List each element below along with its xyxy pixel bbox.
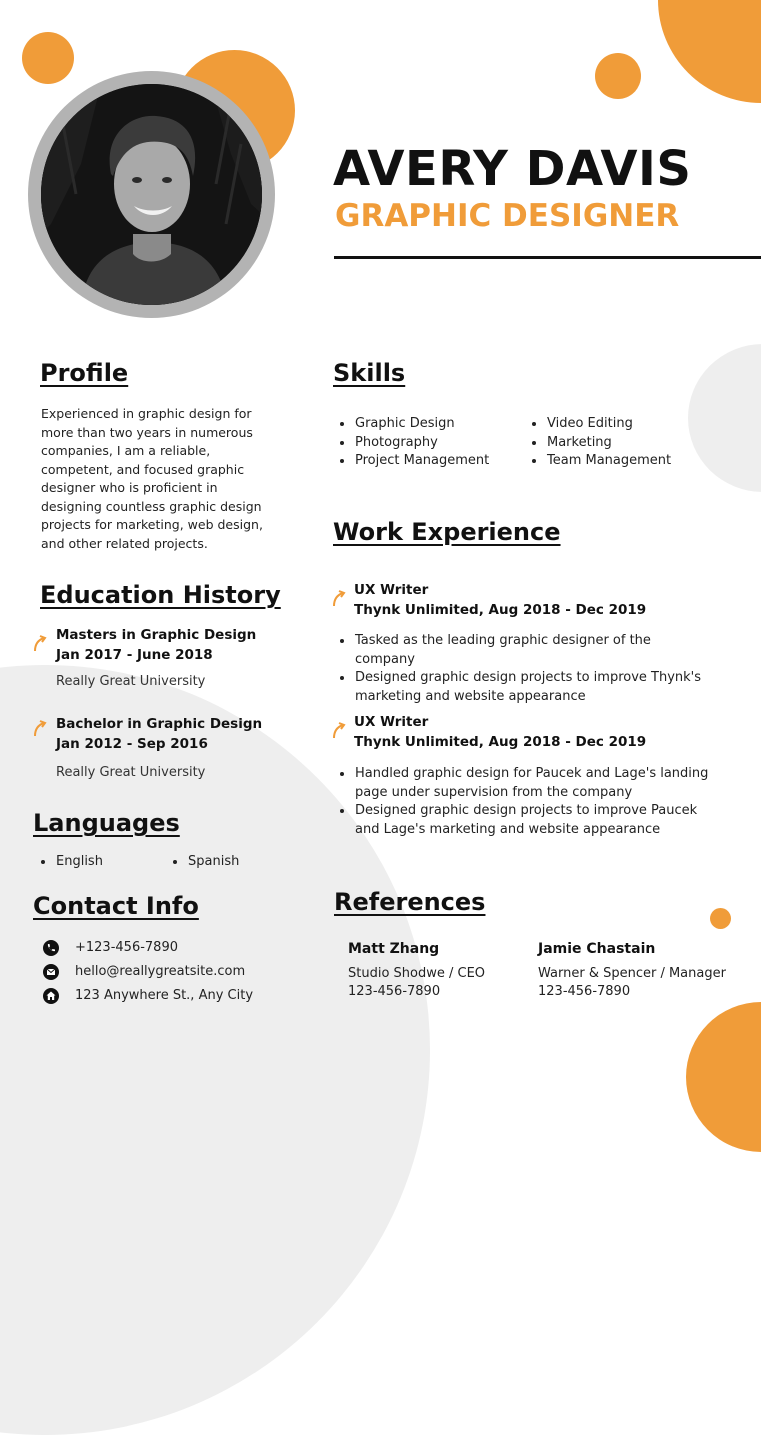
language-list	[166, 853, 239, 872]
reference-phone: 123-456-7890	[348, 984, 441, 999]
skill-item: Graphic Design	[333, 415, 489, 434]
reference-company: Warner & Spencer / Manager	[538, 966, 726, 981]
profile-text: Experienced in graphic design for more than two years in numerous companies, I am a reliable, competent, and focused graphic designer who is proficient in designing countless graphic design projects for marketing, web design, and other related projects.	[41, 406, 263, 551]
phone-icon	[43, 940, 59, 956]
profile-heading: Profile	[40, 359, 129, 387]
decor-circle	[595, 53, 641, 99]
decor-circle	[686, 1002, 761, 1152]
job-duties	[333, 632, 713, 706]
education-heading: Education History	[40, 581, 281, 609]
reference-name: Matt Zhang	[348, 941, 440, 957]
duty-item: Designed graphic design projects to improve Paucek and Lage's marketing and website appearance	[333, 802, 718, 839]
job-role: UX Writer	[354, 714, 429, 730]
job-duties	[333, 765, 718, 839]
decor-circle	[710, 908, 731, 929]
language-item: Spanish	[166, 853, 239, 872]
contact-heading: Contact Info	[33, 892, 199, 920]
header-divider	[334, 256, 761, 259]
education-entry	[56, 625, 256, 691]
skill-item: Team Management	[525, 452, 671, 471]
job-company: Thynk Unlimited, Aug 2018 - Dec 2019	[354, 602, 647, 618]
duty-item: Designed graphic design projects to improve Thynk's marketing and website appearance	[333, 669, 713, 706]
job-role: UX Writer	[354, 582, 429, 598]
skill-item: Photography	[333, 434, 489, 453]
candidate-title: GRAPHIC DESIGNER	[335, 198, 680, 234]
degree-dates: Jan 2017 - June 2018	[56, 647, 213, 663]
reference-phone: 123-456-7890	[538, 984, 631, 999]
language-item: English	[34, 853, 103, 872]
email-icon	[43, 964, 59, 980]
skill-item: Project Management	[333, 452, 489, 471]
contact-phone: +123-456-7890	[75, 940, 178, 955]
candidate-name: AVERY DAVIS	[333, 141, 692, 197]
work-entry	[354, 580, 646, 620]
skills-list	[525, 415, 671, 471]
degree-dates: Jan 2012 - Sep 2016	[56, 736, 208, 752]
education-entry	[56, 714, 262, 782]
work-heading: Work Experience	[333, 518, 561, 546]
reference-card	[538, 941, 726, 1001]
arrow-icon	[33, 634, 47, 652]
home-icon	[43, 988, 59, 1004]
bg-circle-right	[688, 344, 761, 492]
skills-list	[333, 415, 489, 471]
reference-company: Studio Shodwe / CEO	[348, 966, 486, 981]
reference-card	[348, 941, 485, 1001]
school-name: Really Great University	[56, 765, 206, 780]
contact-email: hello@reallygreatsite.com	[75, 964, 246, 979]
decor-circle	[658, 0, 761, 103]
skills-heading: Skills	[333, 359, 406, 387]
profile-photo	[41, 84, 262, 305]
duty-item: Tasked as the leading graphic designer of the company	[333, 632, 713, 669]
degree-title: Bachelor in Graphic Design	[56, 716, 263, 732]
decor-circle	[22, 32, 74, 84]
languages-heading: Languages	[33, 809, 180, 837]
references-heading: References	[334, 888, 486, 916]
degree-title: Masters in Graphic Design	[56, 627, 257, 643]
profile-photo-frame	[28, 71, 275, 318]
reference-name: Jamie Chastain	[538, 941, 656, 957]
duty-item: Handled graphic design for Paucek and Lage's landing page under supervision from the company	[333, 765, 718, 802]
arrow-icon	[33, 719, 47, 737]
contact-address: 123 Anywhere St., Any City	[75, 988, 254, 1003]
arrow-icon	[332, 721, 346, 739]
skill-item: Marketing	[525, 434, 671, 453]
skill-item: Video Editing	[525, 415, 671, 434]
job-company: Thynk Unlimited, Aug 2018 - Dec 2019	[354, 734, 647, 750]
work-entry	[354, 712, 646, 752]
portrait-illustration	[41, 84, 262, 305]
school-name: Really Great University	[56, 674, 206, 689]
language-list	[34, 853, 103, 872]
arrow-icon	[332, 589, 346, 607]
